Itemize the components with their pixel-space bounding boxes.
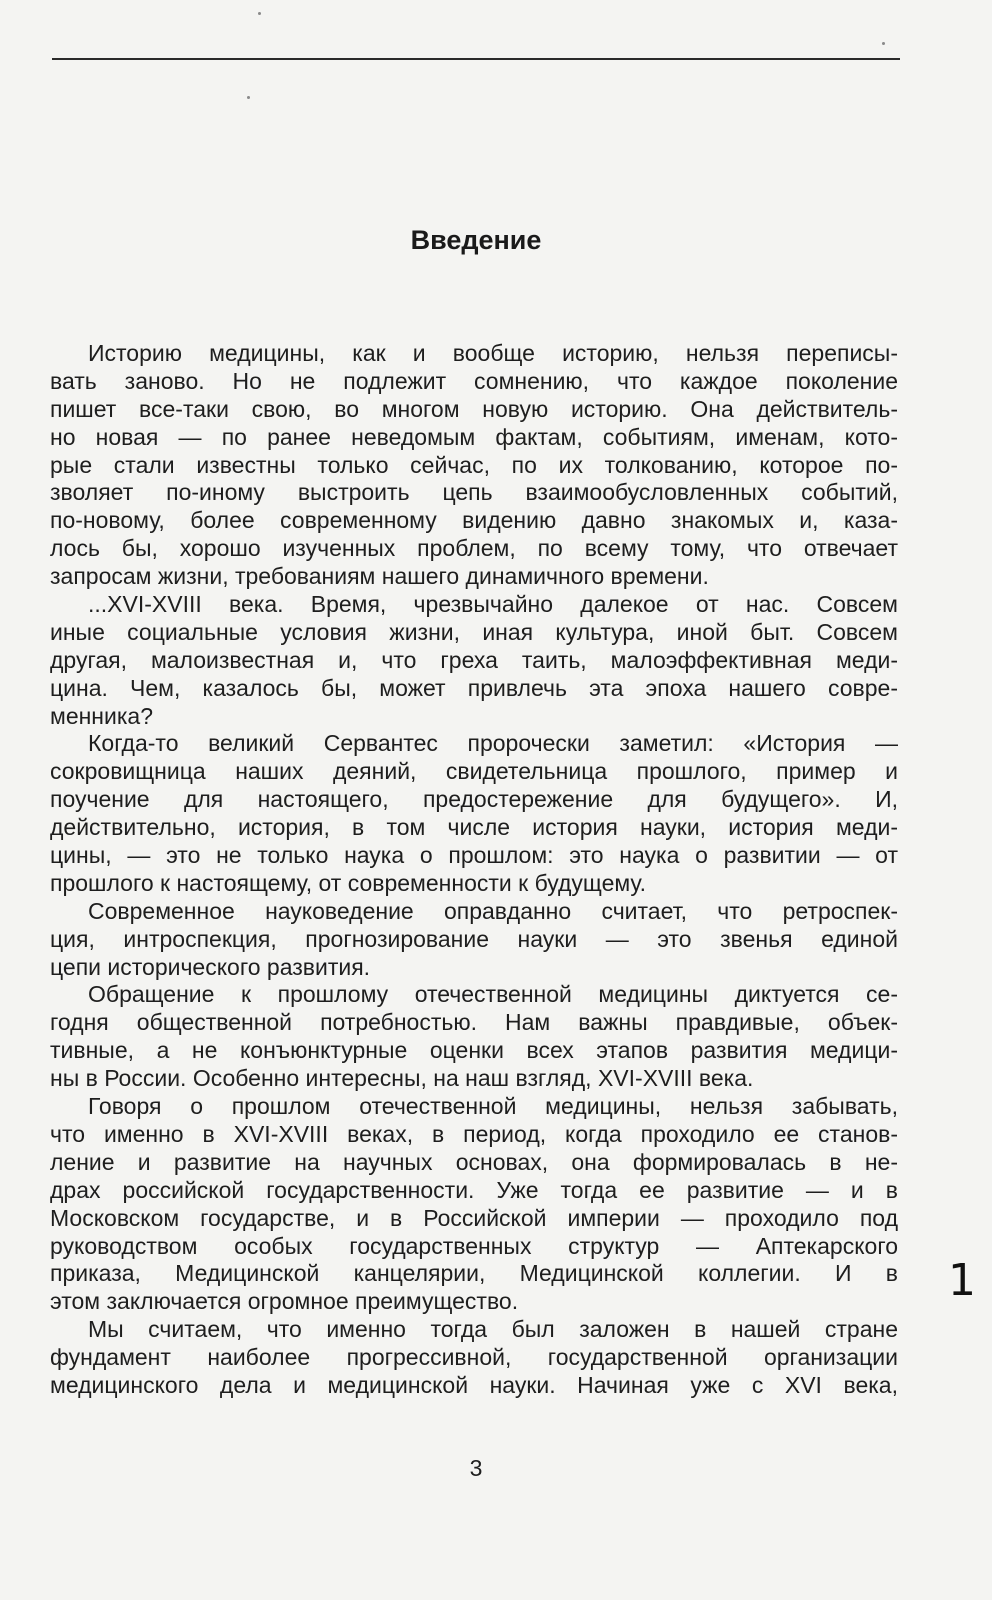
- text-line: Московском государстве, и в Российской империи — проходило под: [50, 1204, 898, 1231]
- paragraph: [50, 591, 898, 730]
- text-line: цины, — это не только наука о прошлом: это наука о развитии — от: [50, 842, 898, 869]
- text-line: годня общественной потребностью. Нам важны правдивые, объек-: [50, 1009, 898, 1036]
- paragraph: [50, 981, 898, 1093]
- text-line: Современное науковедение оправданно считает, что ретроспек-: [88, 897, 898, 924]
- text-line: сокровищница наших деяний, свидетельница прошлого, пример и: [50, 758, 898, 785]
- text-line: запросам жизни, требованиям нашего динамичного времени.: [50, 563, 709, 590]
- paragraph: [50, 340, 898, 591]
- text-line: ны в России. Особенно интересны, на наш взгляд, XVI-XVIII века.: [50, 1065, 754, 1092]
- text-line: другая, малоизвестная и, что греха таить, малоэффективная меди-: [50, 646, 898, 673]
- text-line: что именно в XVI-XVIII веках, в период, когда проходило ее станов-: [50, 1120, 898, 1147]
- paragraph: [50, 898, 898, 982]
- top-rule: [52, 58, 900, 60]
- text-line: Обращение к прошлому отечественной медицины диктуется се-: [88, 981, 898, 1008]
- text-line: лось бы, хорошо изученных проблем, по всему тому, что отвечает: [50, 535, 898, 562]
- page-title: Введение: [410, 225, 542, 255]
- paper-speck: [258, 12, 261, 15]
- text-line: зволяет по-иному выстроить цепь взаимообусловленных событий,: [50, 479, 898, 506]
- text-line: менника?: [50, 702, 154, 729]
- margin-handwritten-mark: 1: [948, 1255, 976, 1306]
- text-line: иные социальные условия жизни, иная культура, иной быт. Совсем: [50, 618, 898, 645]
- text-line: тивные, а не конъюнктурные оценки всех этапов развития медици-: [50, 1037, 898, 1064]
- text-line: Мы считаем, что именно тогда был заложен в нашей стране: [88, 1316, 898, 1343]
- text-line: фундамент наиболее прогрессивной, государственной организации: [50, 1344, 898, 1371]
- paragraph: [50, 1316, 898, 1400]
- text-line: прошлого к настоящему, от современности к будущему.: [50, 869, 647, 896]
- paragraph: [50, 1093, 898, 1316]
- text-line: ция, интроспекция, прогнозирование науки — это звенья единой: [50, 925, 898, 952]
- paragraph: [50, 730, 898, 897]
- paper-speck: [882, 42, 885, 45]
- text-line: поучение для настоящего, предостережение для будущего». И,: [50, 786, 898, 813]
- text-line: действительно, история, в том числе история науки, история меди-: [50, 814, 898, 841]
- text-line: ...XVI-XVIII века. Время, чрезвычайно далекое от нас. Совсем: [88, 591, 898, 618]
- text-line: рые стали известны только сейчас, по их толкованию, которое по-: [50, 451, 898, 478]
- text-line: Говоря о прошлом отечественной медицины, нельзя забывать,: [88, 1093, 898, 1120]
- text-line: Когда-то великий Сервантес пророчески заметил: «История —: [88, 730, 898, 757]
- text-line: приказа, Медицинской канцелярии, Медицинской коллегии. И в: [50, 1260, 898, 1287]
- text-line: этом заключается огромное преимущество.: [50, 1288, 519, 1315]
- body-text: [50, 340, 898, 1400]
- text-line: Историю медицины, как и вообще историю, нельзя переписы-: [88, 340, 898, 366]
- text-line: ление и развитие на научных основах, она формировалась в не-: [50, 1148, 898, 1175]
- text-line: но новая — по ранее неведомым фактам, событиям, именам, кото-: [50, 423, 898, 450]
- text-line: вать заново. Но не подлежит сомнению, что каждое поколение: [50, 367, 898, 394]
- text-line: пишет все-таки свою, во многом новую историю. Она действитель-: [50, 395, 898, 422]
- text-line: по-новому, более современному видению давно знакомых и, каза-: [50, 507, 898, 534]
- paper-speck: [247, 96, 250, 99]
- text-line: руководством особых государственных структур — Аптекарского: [50, 1232, 898, 1259]
- text-line: медицинского дела и медицинской науки. Начиная уже с XVI века,: [50, 1371, 898, 1398]
- text-line: драх российской государственности. Уже тогда ее развитие — и в: [50, 1176, 898, 1203]
- page-number: 3: [469, 1455, 483, 1481]
- text-line: цина. Чем, казалось бы, может привлечь эта эпоха нашего совре-: [50, 674, 898, 701]
- text-line: цепи исторического развития.: [50, 953, 371, 980]
